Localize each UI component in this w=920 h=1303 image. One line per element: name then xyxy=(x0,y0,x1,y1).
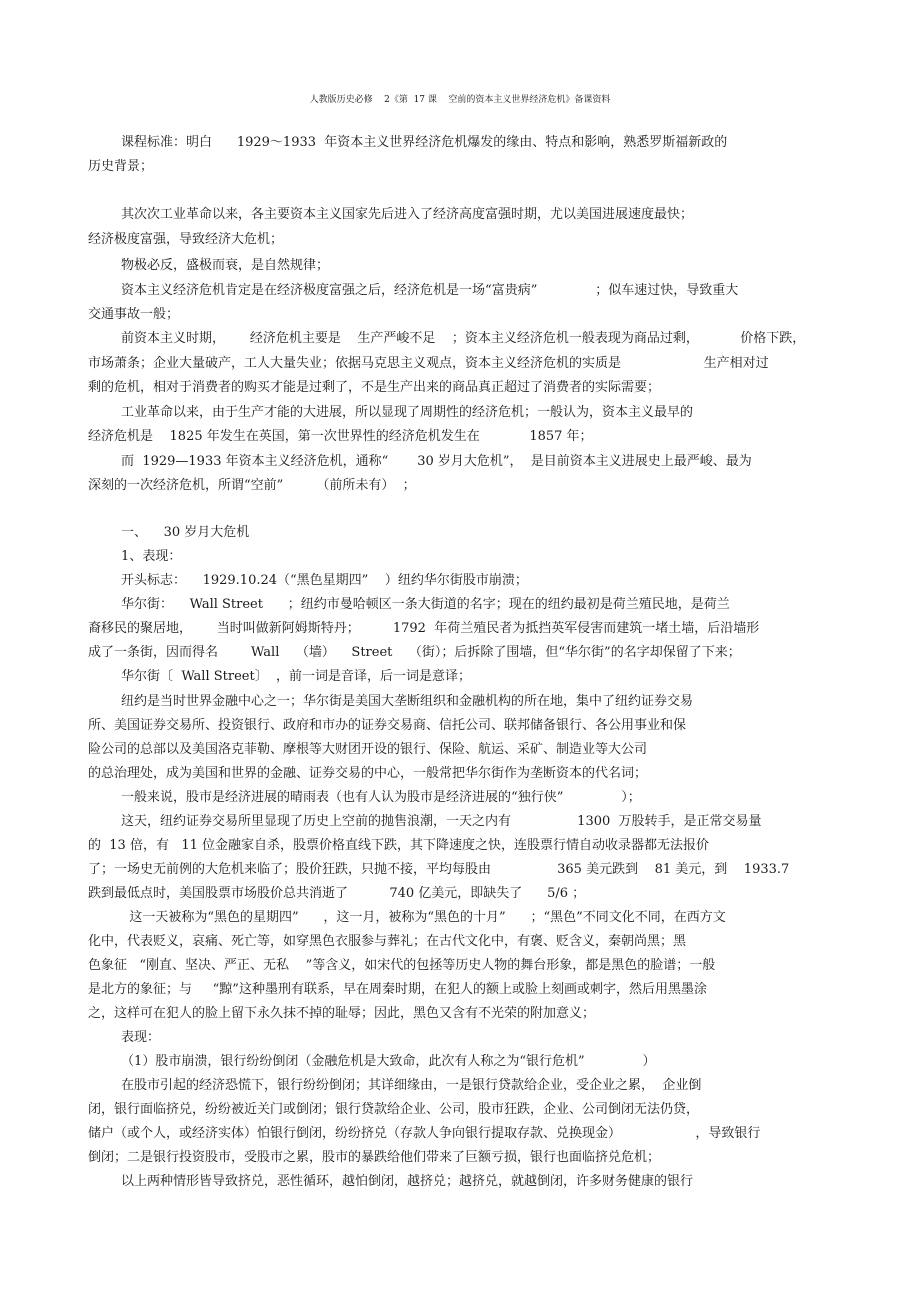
text-line: 一般来说，股市是经济进展的晴雨表（也有人认为股市是经济进展的“独行侠” ）； xyxy=(88,790,641,805)
text-line: 化中，代表贬义，哀痛、死亡等，如穿黑色衣服参与葬礼；在古代文化中，有褒、贬含义，秦朝尚黑；黑 xyxy=(88,934,687,949)
text-line: 纽约是当时世界金融中心之一；华尔街是美国大垄断组织和金融机构的所在地，集中了纽约证券交易 xyxy=(88,694,694,709)
text-line: 课程标准：明白 1929～1933 年资本主义世界经济危机爆发的缘由、特点和影响，熟悉罗斯福新政的 xyxy=(88,135,728,150)
text-line: 在股市引起的经济恐慌下，银行纷纷倒闭；其详细缘由，一是银行贷款给企业，受企业之累， 企业倒 xyxy=(88,1078,702,1093)
text-line: 以上两种情形皆导致挤兑，恶性循环，越怕倒闭，越挤兑；越挤兑，就越倒闭，许多财务健康的银行 xyxy=(88,1174,694,1189)
text-line: 跌到最低点时，美国股票市场股价总共消逝了 740 亿美元，即缺失了 5/6 ； xyxy=(88,886,586,901)
document-title: 人教版历史必修 2《第 17 课 空前的资本主义世界经济危机》备课资料 xyxy=(309,95,611,105)
text-line: 市场萧条；企业大量破产，工人大量失业；依据马克思主义观点，资本主义经济危机的实质是 生产相对过 xyxy=(88,356,769,371)
text-line: 险公司的总部以及美国洛克菲勒、摩根等大财团开设的银行、保险、航运、采矿、制造业等大公司 xyxy=(88,742,648,757)
text-line: 所、美国证券交易所、投资银行、政府和市办的证券交易商、信托公司、联邦储备银行、各公用事业和保 xyxy=(88,718,687,733)
text-line: 华尔街〔 Wall Street〕 ，前一词是音译，后一词是意译； xyxy=(88,669,471,684)
text-line: 的总治理处，成为美国和世界的金融、证券交易的中心，一般常把华尔街作为垄断资本的代名词； xyxy=(88,766,648,781)
text-line: 这一天被称为“黑色的星期四” ，这一月，被称为“黑色的十月” ；“黑色”不同文化不同，在西方文 xyxy=(88,910,726,925)
text-line: 其次次工业革命以来，各主要资本主义国家先后进入了经济高度富强时期，尤以美国进展速度最快； xyxy=(88,207,694,222)
text-line: 工业革命以来，由于生产才能的大进展，所以显现了周期性的经济危机；一般认为，资本主义最早的 xyxy=(88,405,694,420)
text-line: 色象征 “刚直、坚决、严正、无私 ”等含义，如宋代的包拯等历史人物的舞台形象，都是黑色的脸谱；一般 xyxy=(88,958,716,973)
text-line: 经济危机是 1825 年发生在英国，第一次世界性的经济危机发生在 1857 年； xyxy=(88,429,593,444)
text-line: 了；一场史无前例的大危机来临了；股价狂跌，只抛不接，平均每股由 365 美元跌到 81 美元，到 1933.7 xyxy=(88,862,790,877)
text-line: （1）股市崩溃，银行纷纷倒闭（金融危机是大致命，此次有人称之为“银行危机” ） xyxy=(88,1054,656,1069)
text-line: 裔移民的聚居地， 当时叫做新阿姆斯特丹； 1792 年荷兰殖民者为抵挡英军侵害而建筑一堵土墙，后沿墙形 xyxy=(88,621,760,636)
text-line: 华尔街： Wall Street ；纽约市曼哈顿区一条大街道的名字；现在的纽约最初是荷兰殖民地，是荷兰 xyxy=(88,597,730,612)
text-line: 1、表现： xyxy=(88,549,182,564)
text-line: 交通事故一般； xyxy=(88,307,180,322)
text-line: 经济极度富强，导致经济大危机； xyxy=(88,232,284,247)
text-line: 物极必反，盛极而衰，是自然规律； xyxy=(88,258,330,273)
text-line: 储户（或个人，或经济实体）怕银行倒闭，纷纷挤兑（存款人争向银行提取存款、兑换现金） ，导致银行 xyxy=(88,1126,761,1141)
text-line: 闭，银行面临挤兑，纷纷被近关门或倒闭；银行贷款给企业、公司，股市狂跌，企业、公司倒闭无法仍贷， xyxy=(88,1102,700,1117)
text-line: 这天，纽约证券交易所里显现了历史上空前的抛售浪潮，一天之内有 1300 万股转手，是正常交易量 xyxy=(88,814,762,829)
text-line: 深刻的一次经济危机，所谓“空前” （前所未有） ； xyxy=(88,478,416,493)
text-line: 之，这样可在犯人的脸上留下永久抹不掉的耻辱；因此，黑色又含有不光荣的附加意义； xyxy=(88,1006,596,1021)
text-line: 历史背景； xyxy=(88,159,154,174)
section-heading: 一、 30 岁月大危机 xyxy=(88,525,250,540)
text-line: 开头标志： 1929.10.24（“黑色星期四” ）纽约华尔街股市崩溃； xyxy=(88,573,528,588)
text-line: 剩的危机，相对于消费者的购买才能是过剩了，不是生产出来的商品真正超过了消费者的实际需要； xyxy=(88,380,661,395)
text-line: 而 1929—1933 年资本主义经济危机，通称“ 30 岁月大危机”， 是目前资本主义进展史上最严峻、最为 xyxy=(88,454,752,469)
text-line: 倒闭；二是银行投资股市，受股市之累，股市的暴跌给他们带来了巨额亏损，银行也面临挤兑危机； xyxy=(88,1150,661,1165)
text-line: 是北方的象征；与 “黥”这种墨刑有联系，早在周秦时期，在犯人的额上或脸上刻画或刺字，然后用黑墨涂 xyxy=(88,982,707,997)
text-line: 成了一条街，因而得名 Wall （墙） Street （街）；后拆除了围墙，但“华尔街”的名字却保留了下来； xyxy=(88,645,741,660)
text-line: 的 13 倍，有 11 位金融家自杀，股票价格直线下跌，其下降速度之快，连股票行情自动收录器都无法报价 xyxy=(88,838,710,853)
text-line: 表现： xyxy=(88,1030,161,1045)
text-line: 前资本主义时期， 经济危机主要是 生产严峻不足 ；资本主义经济危机一般表现为商品过剩， 价格下跌， xyxy=(88,331,806,346)
text-line: 资本主义经济危机肯定是在经济极度富强之后，经济危机是一场“富贵病” ；似车速过快，导致重大 xyxy=(88,283,739,298)
